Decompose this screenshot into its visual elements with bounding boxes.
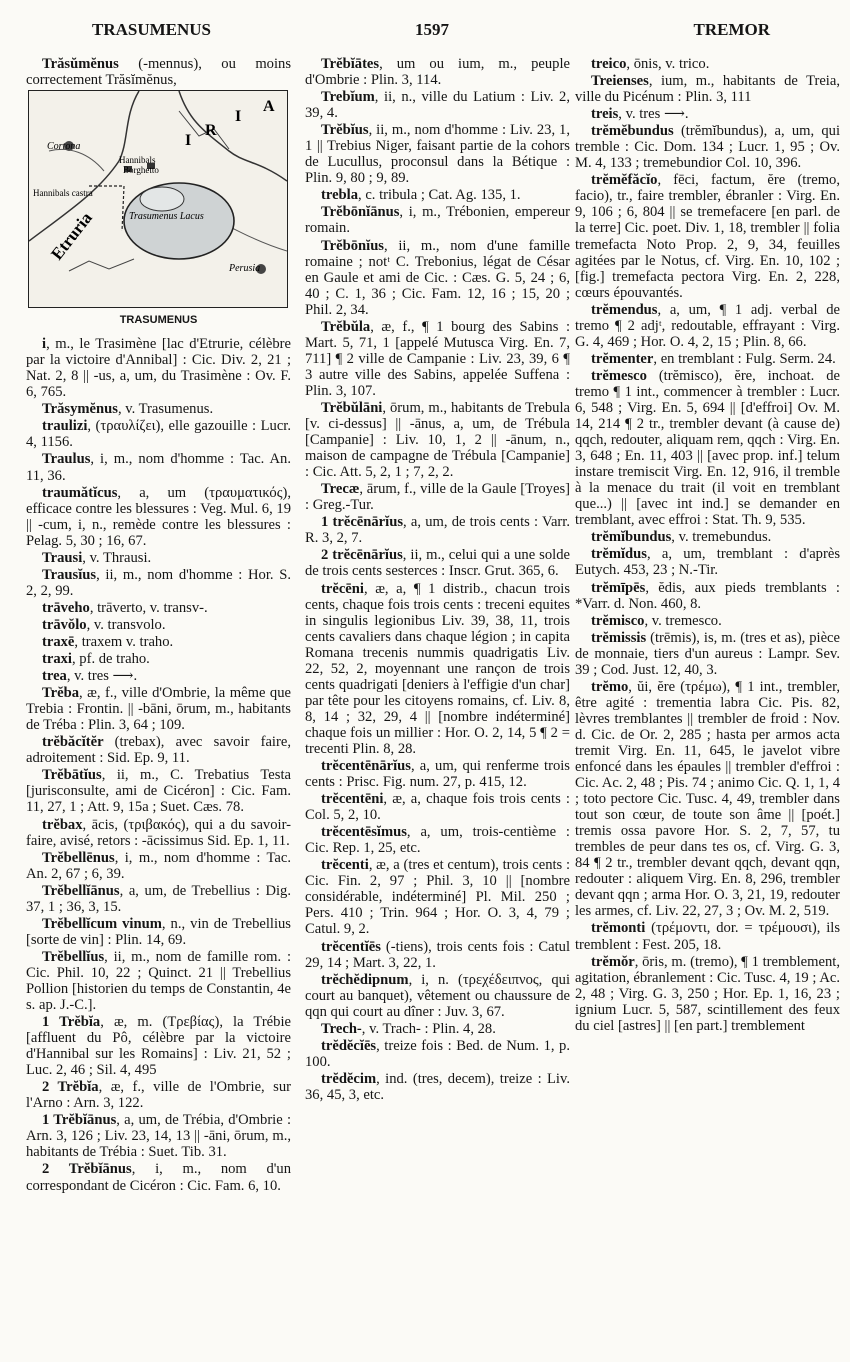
headword: Trecæ (321, 481, 360, 498)
headword: trĕmesco (591, 367, 659, 384)
headword: traxē (42, 633, 75, 650)
entry: Trăsŭmĕnus (-mennus), ou moins correctement Trăsĭmĕnus, (26, 56, 291, 89)
headword: Trech- (321, 1020, 362, 1037)
map-drawing (29, 91, 287, 307)
headword: Trĕbātĭus (42, 767, 102, 784)
entry: trĕmisco, v. tremesco. (591, 612, 722, 629)
entry: 1 trĕcēnārĭus, a, um, de trois cents : Varr. R. 3, 2, 7. (305, 514, 570, 547)
headword: trĕcentēni (321, 791, 384, 808)
entry: trea, v. tres ⟶. (42, 668, 138, 685)
headword: trebla (321, 187, 359, 204)
headword: traxi (42, 651, 72, 668)
map-label: R (205, 122, 217, 140)
entry: trĕchĕdipnum, i, n. (τρεχέδειπνος, qui court au banquet), vêtement ou chaussure de qqn qui court au dîner : Juv. 3, 67. (305, 971, 570, 1020)
headword: 1 Trĕbĭa (42, 1014, 101, 1031)
headword: trāveho (42, 599, 90, 616)
entry: trĕbăcĭtĕr (trebax), avec savoir faire, adroitement : Sid. Ep. 9, 11. (26, 734, 291, 767)
headword: i (42, 336, 47, 353)
headword: trĕmĕbundus (591, 123, 681, 140)
headword: Trausi (42, 549, 83, 566)
column-1 (26, 56, 291, 1356)
entry: traxi, pf. de traho. (42, 651, 150, 668)
headword: Trăsymĕnus (42, 401, 118, 418)
entry: Trĕbĭātes, um ou ium, m., peuple d'Ombrie : Plin. 3, 114. (305, 56, 570, 89)
entry: Trĕbŭlāni, ōrum, m., habitants de Trebula [v. ci-dessus] || -ānus, a, um, de Trébula [Campanie] : Liv. 10, 1, 2 || -ānum, n., maison de campagne de Trébula [Campanie] : Cic. Att. 5, 2, 1 ; 7, 2, 2. (305, 399, 570, 481)
headword: Trĕbellĭānus (42, 882, 120, 899)
headword: 2 Trĕbĭa (42, 1079, 99, 1096)
column-3 (575, 56, 840, 1356)
headword: trĕmonti (591, 920, 652, 937)
headword: trĕmīpēs (591, 579, 646, 596)
headword: trĕdĕcĭēs (321, 1037, 377, 1054)
entry: Trĕbellĭus, ii, m., nom de famille rom. : Cic. Phil. 10, 22 ; Quinct. 21 || Trebellius Pollion [historien du temps de Constantin, 4e s. ap. J.-C.]. (26, 948, 291, 1014)
map-label: Borghetto (123, 165, 159, 176)
headword: Trĕba (42, 685, 80, 702)
headword: Trebĭum (321, 89, 375, 106)
headword: trĕmĭbundus (591, 529, 672, 546)
headword: trĕmisco (591, 612, 645, 629)
entry: trĕdĕcĭēs, treize fois : Bed. de Num. 1, p. 100. (305, 1037, 570, 1070)
entry: trāveho, trāverto, v. transv-. (42, 599, 208, 616)
headword: Trĕbellĭus (42, 948, 105, 965)
headword: 1 trĕcēnārĭus (321, 514, 404, 531)
entry: trĕcentēni, æ, a, chaque fois trois cents : Col. 5, 2, 10. (305, 791, 570, 824)
headword: Treienses (591, 73, 649, 90)
page-number: 1597 (415, 20, 449, 39)
entry: trĕmonti (τρέμοντι, dor. = τρέμουσι), ils tremblent : Fest. 205, 18. (575, 920, 840, 953)
headword: Trausĭus (42, 566, 97, 583)
entry: trĕmo, ŭi, ĕre (τρέμω), ¶ 1 int., trembler, être agité : trementia labra Cic. Pis. 82, lèvres tremblantes || trembler de froid : Nov. d. Cic. de Or. 2, 285 ; hasta per armos acta tremit Virg. En. 11, 645, le javelot vibre enfoncé dans les épaules || trembler d'effroi : Cic. Ac. 2, 48 ; Pis. 74 ; animo Cic. Q. 1, 1, 4 ; toto pectore Cic. Tusc. 4, 49, trembler dans tout son cœur, de toute son âme || [poét.] tremis ossa pavore Hor. S. 2, 7, 57, tu trembles de peur dans tes os, cf. Virg. G. 3, 84 ¶ 2 tr., trembler devant qqch, devant qqn, redouter : aliquem Virg. En. 8, 296, trembler devant qqn ; arma Hor. O. 3, 21, 19, redouter les armes, cf. Liv. 22, 27, 3 ; Ov. M. 2, 519. (575, 678, 840, 920)
headword: Traulus (42, 451, 91, 468)
entry: Trĕbātĭus, ii, m., C. Trebatius Testa [jurisconsulte, ami de Cicéron] : Cic. Fam. 11, 27, 1 ; Att. 9, 15a ; Suet. Cæs. 78. (26, 767, 291, 816)
entry: Trĕbellĭānus, a, um, de Trebellius : Dig. 37, 1 ; 36, 3, 15. (26, 882, 291, 915)
entry: traumătĭcus, a, um (τραυματικός), efficace contre les blessures : Veg. Mul. 6, 19 || -cum, i, n., remède contre les blessures : Pelag. 5, 30 ; 16, 67. (26, 484, 291, 549)
entry: Trĕbĭus, ii, m., nom d'homme : Liv. 23, 1, 1 || Trebius Niger, faisant partie de la cohors de Lucullus, proconsul dans la Bétique : Plin. 9, 80 ; 9, 89. (305, 122, 570, 187)
map-label: I (185, 132, 192, 150)
map-label: Hannibals castra (33, 188, 93, 199)
entry: i, m., le Trasimène [lac d'Etrurie, célèbre par la victoire d'Annibal] : Cic. Div. 2, 21 ; Nat. 2, 8 || -us, a, um, du Trasimène : Ov. F. 6, 765. (26, 336, 291, 401)
map-label: Etruria (47, 208, 96, 264)
headword: Trĕbŭlāni (321, 399, 383, 416)
entry: traulizi, (τραυλίζει), elle gazouille : Lucr. 4, 1156. (26, 418, 291, 451)
headword: traumătĭcus (42, 484, 118, 501)
headword: trĕmo (591, 678, 629, 695)
headword: treis (591, 106, 619, 123)
entry: trĕbax, ācis, (τριβακός), qui a du savoir-faire, avisé, retors : -ācissimus Sid. Ep. 1, 11. (26, 816, 291, 849)
entry: treis, v. tres ⟶. (591, 106, 689, 123)
entry: traxē, traxem v. traho. (42, 633, 174, 650)
headword: trĕmendus (591, 301, 658, 318)
entry: trĕmīpēs, ĕdis, aux pieds tremblants : *Varr. d. Non. 460, 8. (575, 579, 840, 612)
entry: trĕcentēsĭmus, a, um, trois-centième : Cic. Rep. 1, 25, etc. (305, 824, 570, 857)
headword: trĕmĭdus (591, 546, 647, 563)
headword: treico (591, 56, 627, 72)
headword: 2 trĕcēnārĭus (321, 547, 403, 564)
entry: trĕdĕcim, ind. (tres, decem), treize : Liv. 36, 45, 3, etc. (305, 1070, 570, 1103)
entry: trĕmĕbundus (trĕmĭbundus), a, um, qui tremble : Cic. Dom. 134 ; Lucr. 1, 95 ; Ov. M. 4, 133 ; tremebundior Col. 10, 396. (575, 123, 840, 172)
entry: Trĕbōnĭus, ii, m., nom d'une famille romaine ; notᵗ C. Trebonius, légat de César en Gaule et ami de Cic. : Cæs. G. 5, 24 ; 6, 40 ; C. 1, 36 ; Cic. Fam. 12, 16 ; 15, 20 ; Phil. 2, 34. (305, 237, 570, 318)
entry: Trausi, v. Thrausi. (42, 549, 152, 566)
map-trasumenus (28, 90, 288, 308)
headword: traulizi (42, 418, 88, 435)
headword: trĕcentēnārĭus (321, 758, 411, 775)
entry: trĕcēni, æ, a, ¶ 1 distrib., chacun trois cents, chaque fois trois cents : treceni equites in singulis legionibus Liv. 39, 38, 11, trois cents cavaliers dans chaque légion ; in capita Romana trecenis nummis quadrigatis Liv. 22, 52, 2, moyennant une rançon de trois cents quadrigati [deniers à l'effigie d'un char] par tête pour les citoyens romains, cf. Liv. 8, 8, 14 ; 32, 29, 4 || [nombre indéterminé] chaque fois un millier : Hor. O. 2, 14, 5 ¶ 2 = trecenti Plin. 8, 28. (305, 580, 570, 757)
headword: trea (42, 668, 67, 685)
headword: trĕdĕcim (321, 1070, 377, 1087)
headword: trĕbăcĭtĕr (42, 734, 115, 751)
entry: trebla, c. tribula ; Cat. Ag. 135, 1. (321, 187, 521, 204)
entry: trĕmĭbundus, v. tremebundus. (591, 529, 772, 546)
entry: Trĕbŭla, æ, f., ¶ 1 bourg des Sabins : Mart. 5, 71, 1 [appelé Mutusca Virg. En. 7, 711] ¶ 2 ville de Campanie : Liv. 23, 39, 6 ¶ 3 autre ville des Sabins, appelée Suffena : Plin. 3, 107. (305, 318, 570, 399)
map-label: Perusia (229, 263, 261, 275)
entry: treico, ōnis, v. trico. (591, 56, 710, 72)
entry: Traulus, i, m., nom d'homme : Tac. An. 11, 36. (26, 451, 291, 484)
headword: Trĕbĭātes (321, 56, 380, 72)
headword: Trĕbōnĭus (321, 237, 384, 254)
entry: 2 Trĕbĭānus, i, m., nom d'un correspondant de Cicéron : Cic. Fam. 6, 10. (26, 1161, 291, 1194)
entry: 1 Trĕbĭānus, a, um, de Trébia, d'Ombrie : Arn. 3, 126 ; Liv. 23, 14, 13 || -āni, ōrum, m., habitants de Trébia : Suet. Tib. 31. (26, 1112, 291, 1161)
headword: trĕbax (42, 816, 83, 833)
entry: trĕcentĭēs (-tiens), trois cents fois : Catul 29, 14 ; Mart. 3, 22, 1. (305, 938, 570, 971)
headword: 1 Trĕbĭānus (42, 1112, 117, 1129)
entry: trĕmĭdus, a, um, tremblant : d'après Eutych. 453, 23 ; N.-Tir. (575, 546, 840, 579)
headword: Trĕbōnĭānus (321, 204, 400, 221)
entry: trĕmissis (trēmis), is, m. (tres et as), pièce de monnaie, tiers d'un aureus : Lampr. Sev. 39 ; Cod. Just. 12, 40, 3. (575, 629, 840, 678)
entry: Treienses, ium, m., habitants de Treia, ville du Picénum : Plin. 3, 111 (575, 73, 840, 106)
headword: trĕcentēsĭmus (321, 824, 407, 841)
map-label: Hannibals (119, 155, 156, 166)
headword: trāvŏlo (42, 616, 87, 633)
entry: 2 trĕcēnārĭus, ii, m., celui qui a une solde de trois cents sesterces : Inscr. Grut. 365, 6. (305, 547, 570, 580)
entry: Trech-, v. Trach- : Plin. 4, 28. (321, 1020, 496, 1037)
entry: Trăsymĕnus, v. Trasumenus. (42, 401, 214, 418)
entry: trĕmĕfăcĭo, fēci, factum, ĕre (tremo, facio), tr., faire trembler, ébranler : Virg. En. 9, 106 ; 6, 804 || se tremefacere [en parl. de la terre] Cic. poet. Div. 1, 18, trembler || folia tremefacta Noto Prop. 2, 9, 34, feuilles agitées par le Notus, cf. Virg. En. 10, 102 ; [fig.] tremefacta pectora Virg. En. 2, 228, cœurs épouvantés. (575, 172, 840, 301)
entry: trĕcenti, æ, a (tres et centum), trois cents : Cic. Fin. 2, 97 ; Phil. 3, 10 || [nombre considérable, indéterminé] Pl. Mil. 250 ; Pers. 410 ; Trin. 964 ; Hor. O. 3, 4, 79 ; Catul. 9, 2. (305, 857, 570, 938)
entry: Trecæ, ārum, f., ville de la Gaule [Troyes] : Greg.-Tur. (305, 481, 570, 514)
headword: Trăsŭmĕnus (42, 56, 139, 72)
headword: Trĕbŭla (321, 318, 371, 335)
entry: trĕmenter, en tremblant : Fulg. Serm. 24. (591, 350, 836, 367)
headword: Trĕbellēnus (42, 849, 115, 866)
entry: trĕmesco (trĕmisco), ĕre, inchoat. de tremo ¶ 1 int., commencer à trembler : Lucr. 6, 548 ; Virg. En. 5, 694 || [d'effroi] Ov. M. 14, 214 ¶ 2 tr., trembler devant (à cause de) qqch, redouter, aliquam rem, qqch : Virg. En. 3, 648 ; En. 11, 403 || [avec prop. inf.] telum instare tremiscit Virg. En. 12, 916, il tremble à la menace du trait (il voit en tremblant que...) || [avec int ind.] se demander en tremblant, avec effroi : Stat. Th. 9, 535. (575, 367, 840, 529)
headword: trĕcēni (321, 580, 364, 597)
headword: 2 Trĕbĭānus (42, 1161, 132, 1178)
headword: trĕmŏr (591, 953, 635, 970)
headword: trĕcentĭēs (321, 938, 386, 955)
map-label: A (263, 98, 275, 116)
headword: trĕchĕdipnum (321, 971, 409, 988)
entry: Trebĭum, ii, n., ville du Latium : Liv. 2, 39, 4. (305, 89, 570, 122)
headword: trĕcenti (321, 857, 369, 874)
entry: 1 Trĕbĭa, æ, m. (Τρεβίας), la Trébie [affluent du Pô, célèbre par la victoire d'Hannibal sur les Romains] : Liv. 21, 52 ; Luc. 2, 46 ; Sil. 4, 495 (26, 1014, 291, 1079)
headword: Trĕbellĭcum vinum (42, 915, 162, 932)
entry: Trĕba, æ, f., ville d'Ombrie, la même que Trebia : Frontin. || -bāni, ōrum, m., habitants de Tréba : Plin. 3, 64 ; 109. (26, 685, 291, 734)
entry: Trausĭus, ii, m., nom d'homme : Hor. S. 2, 2, 99. (26, 566, 291, 599)
entry: Trĕbellēnus, i, m., nom d'homme : Tac. An. 2, 67 ; 6, 39. (26, 849, 291, 882)
headword: trĕmissis (591, 629, 651, 646)
entry: Trĕbellĭcum vinum, n., vin de Trebellius [sorte de vin] : Plin. 14, 69. (26, 915, 291, 948)
map-label: Trasumenus Lacus (129, 211, 204, 223)
map-label: I (235, 108, 242, 126)
entry: Trĕbōnĭānus, i, m., Trébonien, empereur romain. (305, 204, 570, 237)
map-caption: TRASUMENUS (119, 314, 198, 327)
map-label: Cortona (47, 141, 81, 153)
column-2 (305, 56, 570, 1356)
headword: trĕmenter (591, 350, 654, 367)
header-right-headword: TREMOR (693, 20, 770, 39)
entry: trĕmŏr, ōris, m. (tremo), ¶ 1 tremblement, agitation, ébranlement : Cic. Tusc. 4, 19 ; Ac. 2, 48 ; Virg. G. 3, 250 ; Hor. Ep. 1, 16, 23 ; ignium Lucr. 5, 587, scintillement des feux du ciel [astres] || [en part.] tremblement (575, 953, 840, 1034)
headword: Trĕbĭus (321, 122, 369, 139)
headword: trĕmĕfăcĭo (591, 172, 658, 189)
entry: 2 Trĕbĭa, æ, f., ville de l'Ombrie, sur l'Arno : Arn. 3, 122. (26, 1079, 291, 1112)
entry: trĕmendus, a, um, ¶ 1 adj. verbal de tremo ¶ 2 adjᵗ, redoutable, effrayant : Virg. G. 4, 469 ; Hor. O. 4, 2, 15 ; Plin. 8, 66. (575, 301, 840, 350)
page-header (20, 20, 830, 46)
entry: trāvŏlo, v. transvolo. (42, 616, 166, 633)
entry: trĕcentēnārĭus, a, um, qui renferme trois cents : Prisc. Fig. num. 27, p. 415, 12. (305, 758, 570, 791)
header-left-headword: TRASUMENUS (92, 20, 212, 39)
